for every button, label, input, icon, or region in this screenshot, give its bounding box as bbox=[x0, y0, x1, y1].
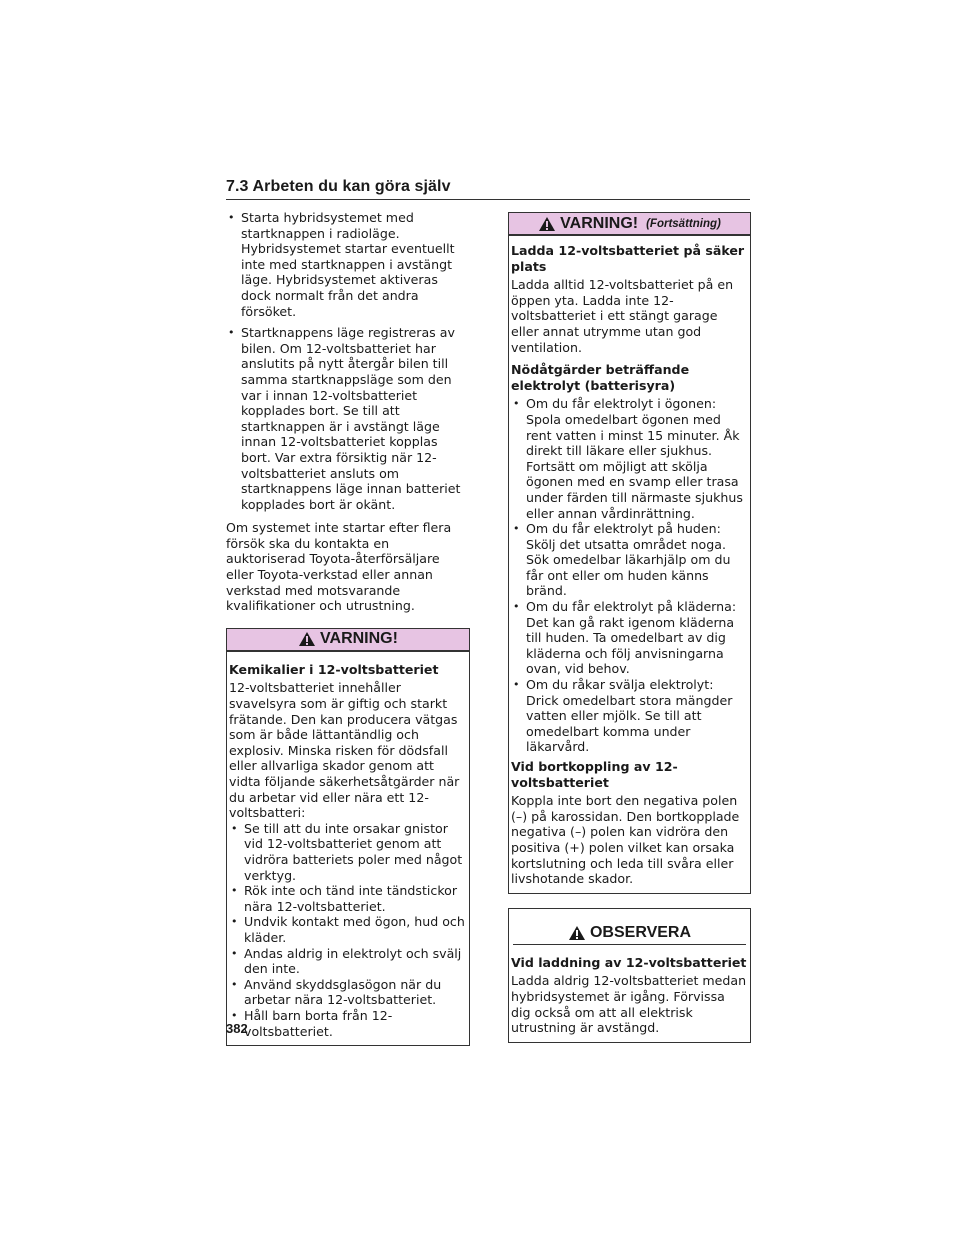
warning-triangle-icon bbox=[568, 925, 586, 941]
warning-triangle-icon bbox=[298, 631, 316, 647]
warning-box-header bbox=[227, 629, 469, 652]
warning-box-body bbox=[509, 236, 750, 893]
list-item: • Om du råkar svälja elektrolyt: Drick omedelbart stora mängder vatten eller mjölk. Se till att omedelbart komma under läkarvård. bbox=[511, 677, 748, 755]
list-item: • Håll barn borta från 12-voltsbatteriet. bbox=[229, 1008, 467, 1039]
notice-title: OBSERVERA bbox=[589, 924, 692, 942]
warning-subheading: Vid bortkoppling av 12-voltsbatteriet bbox=[511, 759, 678, 790]
notice-box bbox=[508, 908, 751, 1043]
list-item: • Om du får elektrolyt i ögonen: Spola omedelbart ögonen med rent vatten i minst 15 minuter. Åk direkt till läkare eller sjukhus. Fortsätt om möjligt att skölja ögonen med en svamp eller trasa under färden till närmaste sjukhus eller annan vårdinrättning. bbox=[511, 396, 748, 521]
left-column bbox=[226, 210, 470, 1046]
list-item: • Starta hybridsystemet med startknappen i radioläge. Hybridsystemet startar eventuellt inte med startknappen i avstängt läge. Hybridsystemet aktiveras dock normalt från det andra försöket. bbox=[226, 210, 470, 319]
warning-box bbox=[226, 628, 470, 1046]
list-item: • Om du får elektrolyt på kläderna: Det kan gå rakt igenom kläderna till huden. Ta omedelbart av dig kläderna och följ anvisningarna ovan, vid behov. bbox=[511, 599, 748, 677]
notice-subheading: Vid laddning av 12-voltsbatteriet bbox=[511, 954, 747, 970]
notice-text: Ladda aldrig 12-voltsbatteriet medan hybridsystemet är igång. Förvissa dig också om att all elektrisk utrustning är avstängd. bbox=[511, 973, 747, 1036]
notice-box-body bbox=[509, 945, 750, 1042]
warning-box-header bbox=[509, 213, 750, 236]
warning-box-body bbox=[227, 652, 469, 1045]
list-item: • Se till att du inte orsakar gnistor vid 12-voltsbatteriet genom att vidröra batteriets poler med något verktyg. bbox=[229, 821, 467, 883]
warning-subheading: Ladda 12-voltsbatteriet på säker plats bbox=[511, 243, 745, 274]
warning-continued-label: (Fortsättning) bbox=[646, 217, 721, 230]
warning-bullet-list bbox=[511, 396, 748, 755]
warning-bullet-list bbox=[229, 821, 467, 1039]
page-number: 382 bbox=[226, 1021, 248, 1036]
list-item: • Använd skyddsglasögon när du arbetar nära 12-voltsbatteriet. bbox=[229, 977, 467, 1008]
right-column bbox=[508, 212, 751, 1043]
list-item: • Om du får elektrolyt på huden: Skölj det utsatta området noga. Sök omedelbar läkarhjälp om du får ont eller om huden känns bränd. bbox=[511, 521, 748, 599]
warning-continued-box bbox=[508, 212, 751, 894]
warning-subheading: Nödåtgärder beträffande elektrolyt (batterisyra) bbox=[511, 362, 690, 393]
list-item: • Undvik kontakt med ögon, hud och kläder. bbox=[229, 914, 467, 945]
warning-text: Koppla inte bort den negativa polen (–) på karossidan. Den bortkopplade negativa (–) polen kan vidröra den positiva (+) polen vilket kan orsaka kortslutning och leda till svåra eller livshotande skador. bbox=[511, 793, 740, 887]
list-item: • Startknappens läge registreras av bilen. Om 12-voltsbatteriet har anslutits på nytt återgår bilen till samma startknappsläge som den var i innan 12-voltsbatteriet kopplades bort. Se till att startknappen är i avstängt läge innan 12-voltsbatteriet kopplas bort. Var extra försiktig när 12-voltsbatteriet ansluts om startknappens läge innan batteriet kopplades bort är okänt. bbox=[226, 325, 470, 512]
list-item: • Andas aldrig in elektrolyt och svälj den inte. bbox=[229, 946, 467, 977]
section-header: 7.3 Arbeten du kan göra själv bbox=[226, 178, 750, 200]
warning-text: 12-voltsbatteriet innehåller svavelsyra som är giftig och starkt frätande. Den kan producera vätgas som är både lättantändlig och explosiv. Minska risken för dödsfall eller allvarliga skador genom att vidta följande säkerhetsåtgärder när du arbetar vid eller nära ett 12-voltsbatteri: bbox=[229, 680, 460, 821]
left-paragraph: Om systemet inte startar efter flera försök ska du kontakta en auktoriserad Toyota-återförsäljare eller Toyota-verkstad eller annan verkstad med motsvarande kvalifikationer och utrustning. bbox=[226, 520, 452, 614]
warning-subheading: Kemikalier i 12-voltsbatteriet bbox=[229, 661, 439, 677]
warning-title: VARNING! bbox=[320, 630, 398, 648]
warning-title: VARNING! bbox=[560, 214, 639, 232]
notice-box-header bbox=[513, 923, 746, 945]
list-item: • Rök inte och tänd inte tändstickor nära 12-voltsbatteriet. bbox=[229, 883, 467, 914]
warning-text: Ladda alltid 12-voltsbatteriet på en öppen yta. Ladda inte 12-voltsbatteriet i ett stängt garage eller annat utrymme utan god ventilation. bbox=[511, 277, 734, 355]
left-bullet-list bbox=[226, 210, 470, 512]
warning-triangle-icon bbox=[538, 216, 556, 232]
